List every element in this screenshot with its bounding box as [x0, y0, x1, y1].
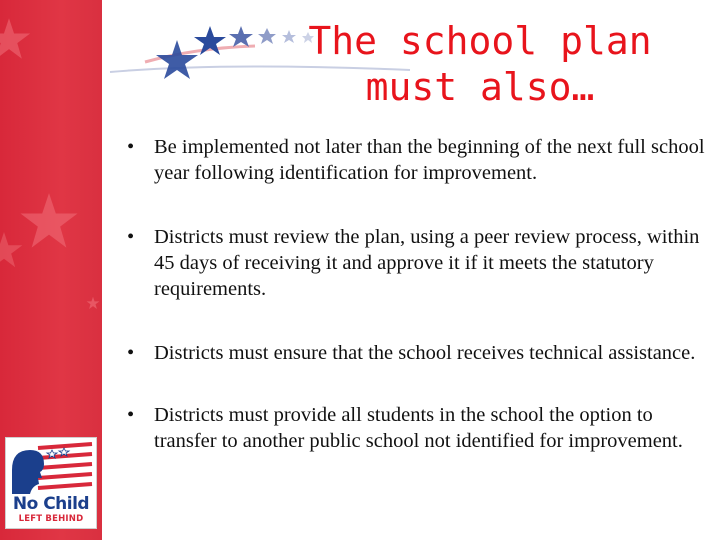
bullet-item: • Districts must provide all students in the school the option to transfer to another public school not identified for improvement.	[125, 402, 705, 454]
star-icon	[0, 16, 32, 62]
star-icon	[86, 296, 100, 310]
bullet-item: • Districts must ensure that the school receives technical assistance.	[125, 340, 705, 366]
title-line-2: must also…	[365, 65, 595, 109]
slide-title	[300, 18, 660, 110]
bullet-item: • Be implemented not later than the beginning of the next full school year following identification for improvement.	[125, 134, 705, 186]
title-line-1: The school plan	[308, 19, 652, 63]
logo-text-primary: No Child	[12, 494, 90, 514]
star-icon	[18, 190, 80, 252]
star-icon	[0, 230, 24, 270]
bullet-item: • Districts must review the plan, using a peer review process, within 45 days of receiving it and approve it if it meets the statutory requirements.	[125, 224, 705, 302]
child-silhouette-flag-icon	[8, 440, 94, 494]
logo-text-secondary: LEFT BEHIND	[18, 514, 84, 524]
bullet-list	[125, 134, 705, 454]
no-child-left-behind-logo	[5, 437, 97, 529]
